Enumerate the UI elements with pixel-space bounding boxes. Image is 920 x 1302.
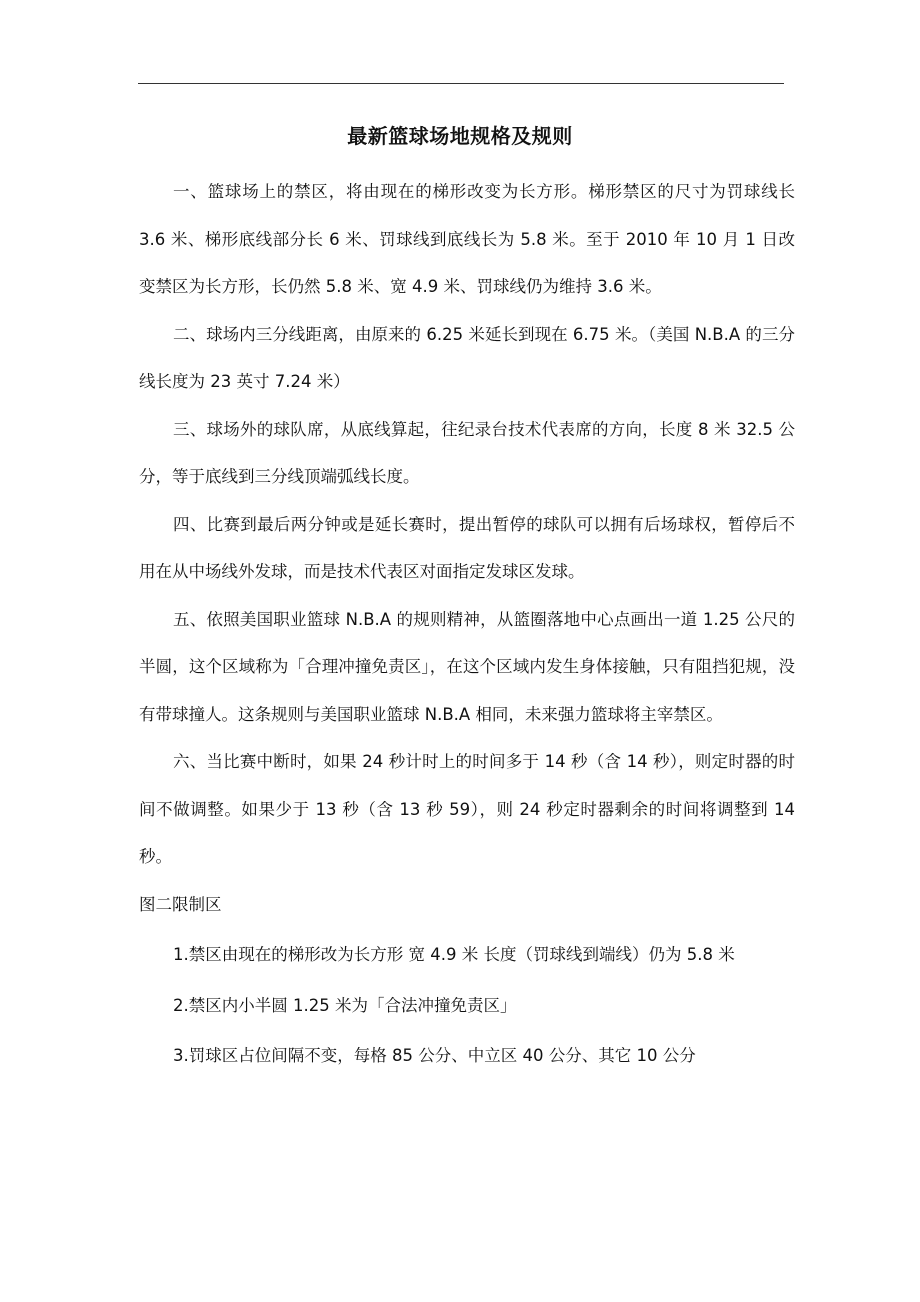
list-item-1: 1.禁区由现在的梯形改为长方形 宽 4.9 米 长度（罚球线到端线）仍为 5.8 米	[173, 945, 735, 964]
figure-caption: 图二限制区	[139, 894, 222, 914]
header-rule	[138, 83, 784, 84]
paragraph-4: 四、比赛到最后两分钟或是延长赛时，提出暂停的球队可以拥有后场球权，暂停后不用在从中场线外发球，而是技术代表区对面指定发球区发球。	[139, 514, 795, 581]
document-title: 最新篮球场地规格及规则	[347, 124, 573, 148]
paragraph-5: 五、依照美国职业篮球 N.B.A 的规则精神，从篮圈落地中心点画出一道 1.25 公尺的半圆，这个区域称为「合理冲撞免责区」，在这个区域内发生身体接触，只有阻挡犯规，没有带球撞人。这条规则与美国职业篮球 N.B.A 相同，未来强力篮球将主宰禁区。	[139, 609, 795, 724]
list-item-2: 2.禁区内小半圆 1.25 米为「合法冲撞免责区」	[173, 995, 517, 1015]
paragraph-6: 六、当比赛中断时，如果 24 秒计时上的时间多于 14 秒（含 14 秒），则定时器的时间不做调整。如果少于 13 秒（含 13 秒 59），则 24 秒定时器剩余的时间将调整到 14 秒。	[139, 752, 795, 866]
paragraph-2: 二、球场内三分线距离，由原来的 6.25 米延长到现在 6.75 米。（美国 N.B.A 的三分线长度为 23 英寸 7.24 米）	[139, 324, 795, 391]
paragraph-1: 一、篮球场上的禁区，将由现在的梯形改变为长方形。梯形禁区的尺寸为罚球线长 3.6 米、梯形底线部分长 6 米、罚球线到底线长为 5.8 米。至于 2010 年 10 月 1 日改变禁区为长方形，长仍然 5.8 米、宽 4.9 米、罚球线仍为维持 3.6 米。	[139, 182, 795, 296]
list-item-3: 3.罚球区占位间隔不变，每格 85 公分、中立区 40 公分、其它 10 公分	[173, 1046, 696, 1065]
document-body	[139, 168, 795, 1080]
paragraph-3: 三、球场外的球队席，从底线算起，往纪录台技术代表席的方向，长度 8 米 32.5 公分，等于底线到三分线顶端弧线长度。	[139, 419, 795, 486]
